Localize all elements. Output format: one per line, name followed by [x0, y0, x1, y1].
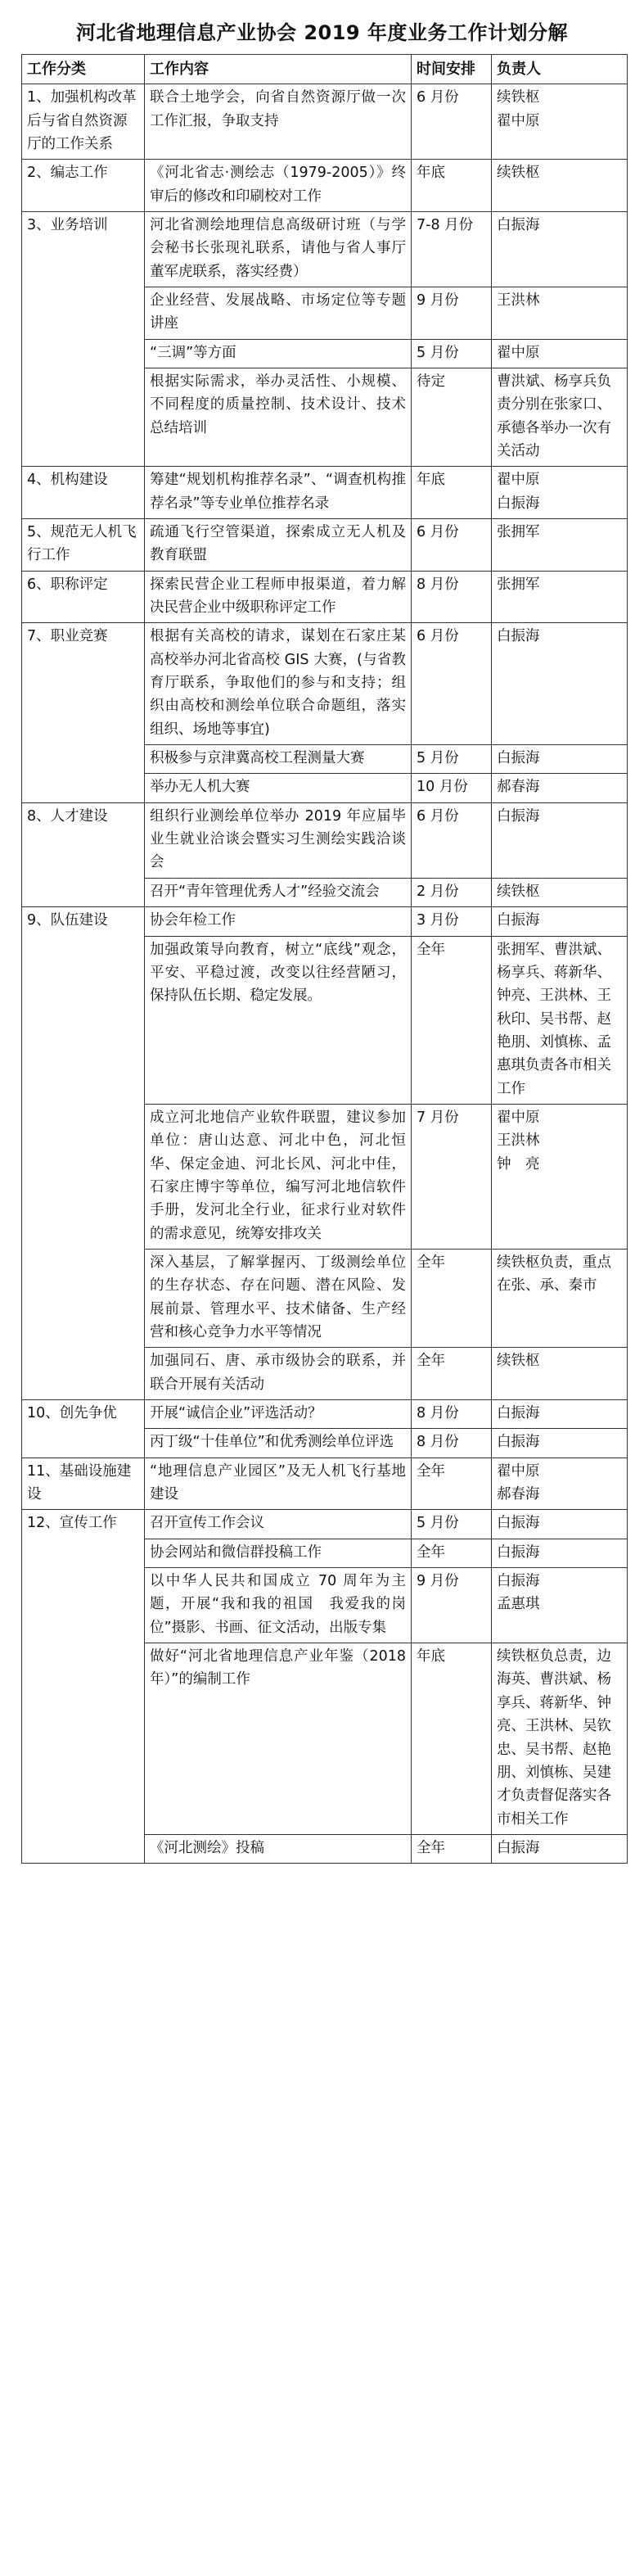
- content-cell: 丙丁级“十佳单位”和优秀测绘单位评选: [145, 1429, 412, 1457]
- responsible-cell: 张拥军: [492, 519, 628, 572]
- responsible-cell: 续铁枢: [492, 1348, 628, 1400]
- table-row: [22, 907, 628, 936]
- time-cell: 8 月份: [412, 1429, 492, 1457]
- category-cell: 9、队伍建设: [22, 907, 145, 1400]
- category-cell: 2、编志工作: [22, 160, 145, 212]
- responsible-cell: 翟中原: [492, 339, 628, 368]
- time-cell: 全年: [412, 1249, 492, 1347]
- page-title: 河北省地理信息产业协会 2019 年度业务工作计划分解: [75, 21, 568, 44]
- content-cell: 根据实际需求，举办灵活性、小规模、不同程度的质量控制、技术设计、技术总结培训: [145, 368, 412, 466]
- responsible-cell: 翟中原 白振海: [492, 467, 628, 519]
- time-cell: 6 月份: [412, 802, 492, 878]
- time-cell: 9 月份: [412, 287, 492, 339]
- table-row: [22, 623, 628, 745]
- content-cell: 开展“诚信企业”评选活动？: [145, 1400, 412, 1429]
- content-cell: 《河北测绘》投稿: [145, 1834, 412, 1863]
- header-schedule: 时间安排: [412, 55, 492, 84]
- time-cell: 全年: [412, 1539, 492, 1567]
- header-category: 工作分类: [22, 55, 145, 84]
- time-cell: 6 月份: [412, 623, 492, 745]
- responsible-cell: 续铁枢 翟中原: [492, 84, 628, 160]
- table-body: [22, 84, 628, 1864]
- time-cell: 10 月份: [412, 774, 492, 802]
- responsible-cell: 白振海: [492, 1834, 628, 1863]
- time-cell: 6 月份: [412, 84, 492, 160]
- time-cell: 5 月份: [412, 745, 492, 774]
- time-cell: 全年: [412, 1834, 492, 1863]
- content-cell: 组织行业测绘单位举办 2019 年应届毕业生就业洽谈会暨实习生测绘实践洽谈会: [145, 802, 412, 878]
- responsible-cell: 白振海: [492, 802, 628, 878]
- content-cell: 筹建“规划机构推荐名录”、“调查机构推荐名录”等专业单位推荐名录: [145, 467, 412, 519]
- content-cell: 做好“河北省地理信息产业年鉴（2018 年）”的编制工作: [145, 1643, 412, 1835]
- table-row: [22, 802, 628, 878]
- responsible-cell: 白振海: [492, 1510, 628, 1539]
- time-cell: 年底: [412, 467, 492, 519]
- content-cell: “地理信息产业园区”及无人机飞行基地建设: [145, 1457, 412, 1510]
- content-cell: 深入基层，了解掌握丙、丁级测绘单位的生存状态、存在问题、潜在风险、发展前景、管理水平、技术储备、生产经营和核心竞争力水平等情况: [145, 1249, 412, 1347]
- responsible-cell: 白振海: [492, 745, 628, 774]
- time-cell: 7-8 月份: [412, 211, 492, 287]
- responsible-cell: 白振海: [492, 1400, 628, 1429]
- time-cell: 5 月份: [412, 339, 492, 368]
- content-cell: 根据有关高校的请求，谋划在石家庄某高校举办河北省高校 GIS 大赛，(与省教育厅联系，争取他们的参与和支持；组织由高校和测绘单位联合命题组，落实组织、场地等事宜): [145, 623, 412, 745]
- content-cell: 举办无人机大赛: [145, 774, 412, 802]
- category-cell: 3、业务培训: [22, 211, 145, 466]
- category-cell: 1、加强机构改革后与省自然资源厅的工作关系: [22, 84, 145, 160]
- responsible-cell: 张拥军: [492, 571, 628, 623]
- content-cell: 疏通飞行空管渠道，探索成立无人机及教育联盟: [145, 519, 412, 572]
- time-cell: 3 月份: [412, 907, 492, 936]
- time-cell: 8 月份: [412, 1400, 492, 1429]
- category-cell: 6、职称评定: [22, 571, 145, 623]
- table-row: [22, 571, 628, 623]
- time-cell: 2 月份: [412, 878, 492, 906]
- category-cell: 7、职业竞赛: [22, 623, 145, 802]
- time-cell: 待定: [412, 368, 492, 466]
- content-cell: 联合土地学会，向省自然资源厅做一次工作汇报，争取支持: [145, 84, 412, 160]
- content-cell: 召开宣传工作会议: [145, 1510, 412, 1539]
- content-cell: 《河北省志·测绘志（1979-2005）》终审后的修改和印刷校对工作: [145, 160, 412, 212]
- category-cell: 5、规范无人机飞行工作: [22, 519, 145, 572]
- time-cell: 8 月份: [412, 571, 492, 623]
- content-cell: 加强同石、唐、承市级协会的联系，并联合开展有关活动: [145, 1348, 412, 1400]
- table-row: [22, 1400, 628, 1429]
- responsible-cell: 白振海: [492, 211, 628, 287]
- table-header-row: [22, 55, 628, 84]
- content-cell: 探索民营企业工程师申报渠道，着力解决民营企业中级职称评定工作: [145, 571, 412, 623]
- content-cell: 企业经营、发展战略、市场定位等专题讲座: [145, 287, 412, 339]
- time-cell: 9 月份: [412, 1568, 492, 1643]
- responsible-cell: 翟中原 王洪林 钟 亮: [492, 1104, 628, 1249]
- header-content: 工作内容: [145, 55, 412, 84]
- content-cell: 成立河北地信产业软件联盟，建议参加单位：唐山达意、河北中色，河北恒华、保定金迪、河北长风、河北中佳，石家庄博宇等单位，编写河北地信软件手册，发河北全行业，征求行业对软件的需求意见，统筹安排攻关: [145, 1104, 412, 1249]
- responsible-cell: 白振海: [492, 623, 628, 745]
- content-cell: 以中华人民共和国成立 70 周年为主题，开展“我和我的祖国 我爱我的岗位”摄影、书画、征文活动，出版专集: [145, 1568, 412, 1643]
- responsible-cell: 白振海 孟惠琪: [492, 1568, 628, 1643]
- responsible-cell: 续铁枢: [492, 878, 628, 906]
- responsible-cell: 张拥军、曹洪斌、杨享兵、蒋新华、钟亮、王洪林、王秋印、吴书帮、赵艳朋、刘慎栋、孟惠琪负责各市相关工作: [492, 936, 628, 1104]
- content-cell: “三调”等方面: [145, 339, 412, 368]
- table-row: [22, 160, 628, 212]
- time-cell: 7 月份: [412, 1104, 492, 1249]
- responsible-cell: 续铁枢: [492, 160, 628, 212]
- category-cell: 4、机构建设: [22, 467, 145, 519]
- responsible-cell: 翟中原 郝春海: [492, 1457, 628, 1510]
- content-cell: 加强政策导向教育，树立“底线”观念，平安、平稳过渡，改变以往经营陋习，保持队伍长期、稳定发展。: [145, 936, 412, 1104]
- content-cell: 召开“青年管理优秀人才”经验交流会: [145, 878, 412, 906]
- content-cell: 河北省测绘地理信息高级研讨班（与学会秘书长张现礼联系，请他与省人事厅董军虎联系，落实经费）: [145, 211, 412, 287]
- time-cell: 年底: [412, 1643, 492, 1835]
- header-responsible: 负责人: [492, 55, 628, 84]
- content-cell: 协会年检工作: [145, 907, 412, 936]
- time-cell: 全年: [412, 1457, 492, 1510]
- responsible-cell: 白振海: [492, 1539, 628, 1567]
- table-row: [22, 1457, 628, 1510]
- time-cell: 全年: [412, 936, 492, 1104]
- table-row: [22, 519, 628, 572]
- responsible-cell: 曹洪斌、杨享兵负责分别在张家口、承德各举办一次有关活动: [492, 368, 628, 466]
- content-cell: 协会网站和微信群投稿工作: [145, 1539, 412, 1567]
- time-cell: 全年: [412, 1348, 492, 1400]
- table-row: [22, 467, 628, 519]
- category-cell: 10、创先争优: [22, 1400, 145, 1458]
- content-cell: 积极参与京津冀高校工程测量大赛: [145, 745, 412, 774]
- time-cell: 6 月份: [412, 519, 492, 572]
- time-cell: 5 月份: [412, 1510, 492, 1539]
- table-row: [22, 211, 628, 287]
- work-plan-table: [21, 54, 628, 1864]
- responsible-cell: 白振海: [492, 907, 628, 936]
- responsible-cell: 续铁枢负总责，边海英、曹洪斌、杨享兵、蒋新华、钟亮、王洪林、吴钦忠、吴书帮、赵艳朋、刘慎栋、吴建才负责督促落实各市相关工作: [492, 1643, 628, 1835]
- responsible-cell: 王洪林: [492, 287, 628, 339]
- category-cell: 8、人才建设: [22, 802, 145, 906]
- table-row: [22, 1510, 628, 1539]
- time-cell: 年底: [412, 160, 492, 212]
- category-cell: 11、基础设施建设: [22, 1457, 145, 1510]
- responsible-cell: 白振海: [492, 1429, 628, 1457]
- responsible-cell: 续铁枢负责，重点在张、承、秦市: [492, 1249, 628, 1347]
- category-cell: 12、宣传工作: [22, 1510, 145, 1864]
- responsible-cell: 郝春海: [492, 774, 628, 802]
- table-row: [22, 84, 628, 160]
